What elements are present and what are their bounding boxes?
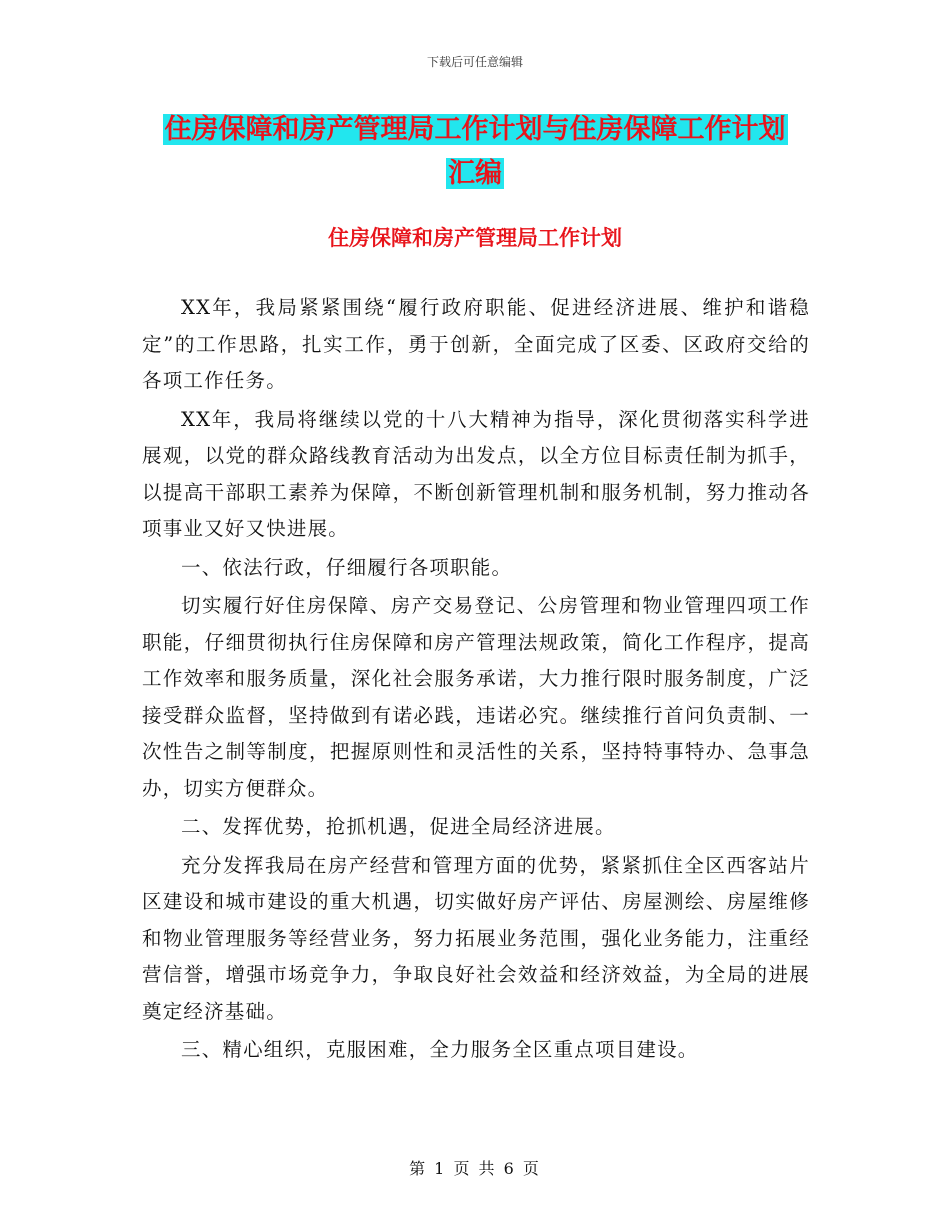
document-title	[120, 108, 830, 196]
page-number: 第 1 页 共 6 页	[409, 1159, 541, 1178]
paragraph: XX年，我局紧紧围绕“履行政府职能、促进经济进展、维护和谐稳定”的工作思路，扎实工作，勇于创新，全面完成了区委、区政府交给的各项工作任务。	[142, 296, 810, 392]
header-note: 下载后可任意编辑	[426, 55, 523, 69]
heading-item-2: 二、发挥优势，抢抓机遇，促进全局经济进展。	[181, 815, 616, 838]
paragraph: XX年，我局将继续以党的十八大精神为指导，深化贯彻落实科学进展观，以党的群众路线教育活动为出发点，以全方位目标责任制为抓手，以提高干部职工素养为保障，不断创新管理机制和服务机制，努力推动各项事业又好又快进展。	[142, 407, 810, 540]
document-body	[142, 290, 810, 1071]
paragraph: 切实履行好住房保障、房产交易登记、公房管理和物业管理四项工作职能，仔细贯彻执行住房保障和房产管理法规政策，简化工作程序，提高工作效率和服务质量，深化社会服务承诺，大力推行限时服务制度，广泛接受群众监督，坚持做到有诺必践，违诺必究。继续推行首问负责制、一次性告之制等制度，把握原则性和灵活性的关系，坚持特事特办、急事急办，切实方便群众。	[142, 594, 810, 800]
heading-item-1: 一、依法行政，仔细履行各项职能。	[181, 555, 513, 579]
section-title: 住房保障和房产管理局工作计划	[328, 226, 622, 250]
paragraph: 充分发挥我局在房产经营和管理方面的优势，紧紧抓住全区西客站片区建设和城市建设的重大机遇，切实做好房产评估、房屋测绘、房屋维修和物业管理服务等经营业务，努力拓展业务范围，强化业务能力，注重经营信誉，增强市场竞争力，争取良好社会效益和经济效益，为全局的进展奠定经济基础。	[142, 853, 810, 1023]
title-line-2: 汇编	[448, 158, 502, 189]
title-line-1: 住房保障和房产管理局工作计划与住房保障工作计划	[164, 114, 786, 145]
heading-item-3: 三、精心组织，克服困难，全力服务全区重点项目建设。	[181, 1038, 699, 1061]
